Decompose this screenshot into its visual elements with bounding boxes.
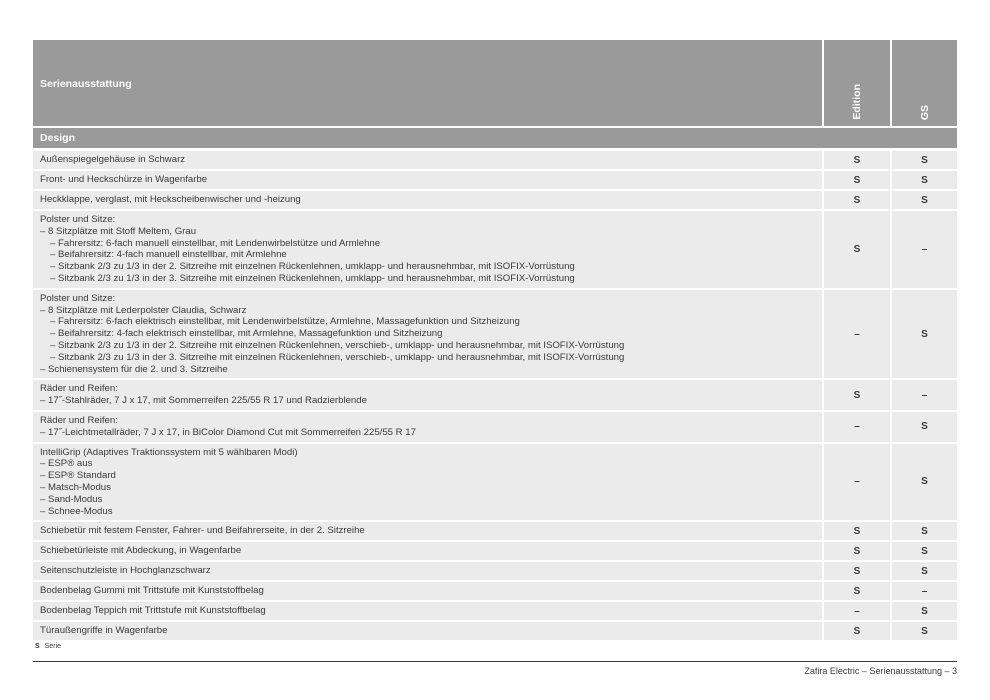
row-description bbox=[33, 542, 822, 560]
row-gs-value: S bbox=[892, 290, 957, 379]
row-gs-value: S bbox=[892, 412, 957, 442]
row-line: Außenspiegelgehäuse in Schwarz bbox=[40, 154, 186, 166]
row-line: Schiebetürleiste mit Abdeckung, in Wagenfarbe bbox=[40, 545, 242, 557]
legend bbox=[35, 643, 61, 650]
table-row bbox=[33, 151, 957, 169]
row-line: – Fahrersitz: 6-fach manuell einstellbar, mit Lendenwirbelstütze und Armlehne bbox=[50, 237, 381, 249]
table-row bbox=[33, 582, 957, 600]
row-gs-value: S bbox=[892, 171, 957, 189]
row-description bbox=[33, 602, 822, 620]
row-line: – ESP® aus bbox=[40, 458, 93, 470]
row-line: – ESP® Standard bbox=[40, 470, 116, 482]
row-edition-value: S bbox=[824, 211, 890, 288]
row-description bbox=[33, 151, 822, 169]
row-line: Seitenschutzleiste in Hochglanzschwarz bbox=[40, 565, 211, 577]
row-line: Polster und Sitze: bbox=[40, 214, 116, 225]
row-description bbox=[33, 582, 822, 600]
row-edition-value: S bbox=[824, 151, 890, 169]
row-line: – Schienensystem für die 2. und 3. Sitzreihe bbox=[40, 363, 228, 375]
row-line: Heckklappe, verglast, mit Heckscheibenwischer und -heizung bbox=[40, 194, 301, 206]
row-line: Türaußengriffe in Wagenfarbe bbox=[40, 625, 168, 637]
row-line: – Sand-Modus bbox=[40, 493, 103, 505]
row-edition-value: S bbox=[824, 380, 890, 410]
row-line: – Beifahrersitz: 4-fach elektrisch einstellbar, mit Armlehne, Massagefunktion und Sitzheizung bbox=[50, 328, 443, 340]
row-gs-value: S bbox=[892, 191, 957, 209]
row-line: – 8 Sitzplätze mit Stoff Meltem, Grau bbox=[40, 225, 197, 237]
row-edition-value: S bbox=[824, 542, 890, 560]
row-gs-value: S bbox=[892, 522, 957, 540]
row-line: Räder und Reifen: bbox=[40, 414, 118, 426]
row-line: – Matsch-Modus bbox=[40, 481, 111, 493]
row-edition-value: S bbox=[824, 171, 890, 189]
row-line: Polster und Sitze: bbox=[40, 292, 116, 304]
row-gs-value: S bbox=[892, 622, 957, 640]
table-row bbox=[33, 290, 957, 379]
row-line: – Beifahrersitz: 4-fach manuell einstellbar, mit Armlehne bbox=[50, 249, 287, 261]
row-edition-value: S bbox=[824, 622, 890, 640]
row-line: – 17˝-Stahlräder, 7 J x 17, mit Sommerreifen 225/55 R 17 und Radzierblende bbox=[40, 395, 367, 407]
table-row bbox=[33, 562, 957, 580]
row-description bbox=[33, 412, 822, 442]
row-gs-value: – bbox=[892, 380, 957, 410]
row-line: – 17˝-Leichtmetallräder, 7 J x 17, in BiColor Diamond Cut mit Sommerreifen 225/55 R 17 bbox=[40, 426, 416, 438]
table-header bbox=[33, 40, 957, 126]
row-gs-value: S bbox=[892, 444, 957, 521]
row-description bbox=[33, 171, 822, 189]
header-col-gs bbox=[892, 40, 957, 126]
row-line: Räder und Reifen: bbox=[40, 383, 118, 395]
table-row bbox=[33, 380, 957, 410]
row-line: Bodenbelag Gummi mit Trittstufe mit Kunststoffbelag bbox=[40, 585, 264, 597]
section-heading: Design bbox=[33, 128, 957, 148]
table-row bbox=[33, 444, 957, 521]
row-gs-value: – bbox=[892, 211, 957, 288]
table-row bbox=[33, 602, 957, 620]
row-line: Bodenbelag Teppich mit Trittstufe mit Kunststoffbelag bbox=[40, 605, 266, 617]
row-line: IntelliGrip (Adaptives Traktionssystem mit 5 wählbaren Modi) bbox=[40, 446, 298, 458]
row-line: Schiebetür mit festem Fenster, Fahrer- und Beifahrerseite, in der 2. Sitzreihe bbox=[40, 525, 365, 537]
row-line: – Sitzbank 2/3 zu 1/3 in der 2. Sitzreihe mit einzelnen Rückenlehnen, umklapp- und herausnehmbar, mit ISOFIX-Vorrüstung bbox=[50, 261, 575, 273]
row-line: – Sitzbank 2/3 zu 1/3 in der 3. Sitzreihe mit einzelnen Rückenlehnen, umklapp- und herausnehmbar, mit ISOFIX-Vorrüstung bbox=[50, 272, 575, 284]
row-line: – 8 Sitzplätze mit Lederpolster Claudia, Schwarz bbox=[40, 304, 247, 316]
legend-key: S bbox=[35, 643, 40, 650]
row-edition-value: S bbox=[824, 562, 890, 580]
row-gs-value: S bbox=[892, 542, 957, 560]
row-description bbox=[33, 562, 822, 580]
legend-label: Serie bbox=[44, 643, 62, 650]
header-edition-label: Edition bbox=[851, 84, 863, 120]
row-description bbox=[33, 290, 822, 379]
row-edition-value: S bbox=[824, 522, 890, 540]
table-row bbox=[33, 522, 957, 540]
row-description bbox=[33, 211, 822, 288]
row-gs-value: S bbox=[892, 151, 957, 169]
row-description bbox=[33, 444, 822, 521]
row-line: – Schnee-Modus bbox=[40, 505, 113, 517]
header-gs-label: GS bbox=[918, 104, 931, 120]
table-body bbox=[33, 151, 957, 640]
row-edition-value: – bbox=[824, 412, 890, 442]
row-edition-value: – bbox=[824, 290, 890, 379]
row-edition-value: S bbox=[824, 582, 890, 600]
row-line: – Fahrersitz: 6-fach elektrisch einstellbar, mit Lendenwirbelstütze, Armlehne, Massagefunktion und Sitzheizung bbox=[50, 316, 520, 328]
row-gs-value: – bbox=[892, 582, 957, 600]
table-row bbox=[33, 191, 957, 209]
row-line: – Sitzbank 2/3 zu 1/3 in der 3. Sitzreihe mit einzelnen Rückenlehnen, verschieb-, umklapp- und herausnehmbar, mit ISOFIX-Vorrüstung bbox=[50, 351, 625, 363]
equipment-table bbox=[33, 40, 957, 642]
row-line: Front- und Heckschürze in Wagenfarbe bbox=[40, 174, 208, 186]
row-edition-value: S bbox=[824, 191, 890, 209]
footer-text: Zafira Electric – Serienausstattung – 3 bbox=[804, 666, 957, 676]
row-description bbox=[33, 622, 822, 640]
row-edition-value: – bbox=[824, 602, 890, 620]
table-row bbox=[33, 211, 957, 288]
table-row bbox=[33, 542, 957, 560]
row-line: – Sitzbank 2/3 zu 1/3 in der 2. Sitzreihe mit einzelnen Rückenlehnen, verschieb-, umklapp- und herausnehmbar, mit ISOFIX-Vorrüstung bbox=[50, 339, 625, 351]
row-gs-value: S bbox=[892, 602, 957, 620]
row-edition-value: – bbox=[824, 444, 890, 521]
footer-divider bbox=[33, 661, 957, 662]
row-description bbox=[33, 380, 822, 410]
table-row bbox=[33, 171, 957, 189]
table-row bbox=[33, 412, 957, 442]
row-description bbox=[33, 522, 822, 540]
row-description bbox=[33, 191, 822, 209]
header-col-edition bbox=[824, 40, 890, 126]
row-gs-value: S bbox=[892, 562, 957, 580]
header-title: Serienausstattung bbox=[33, 40, 822, 126]
table-row bbox=[33, 622, 957, 640]
